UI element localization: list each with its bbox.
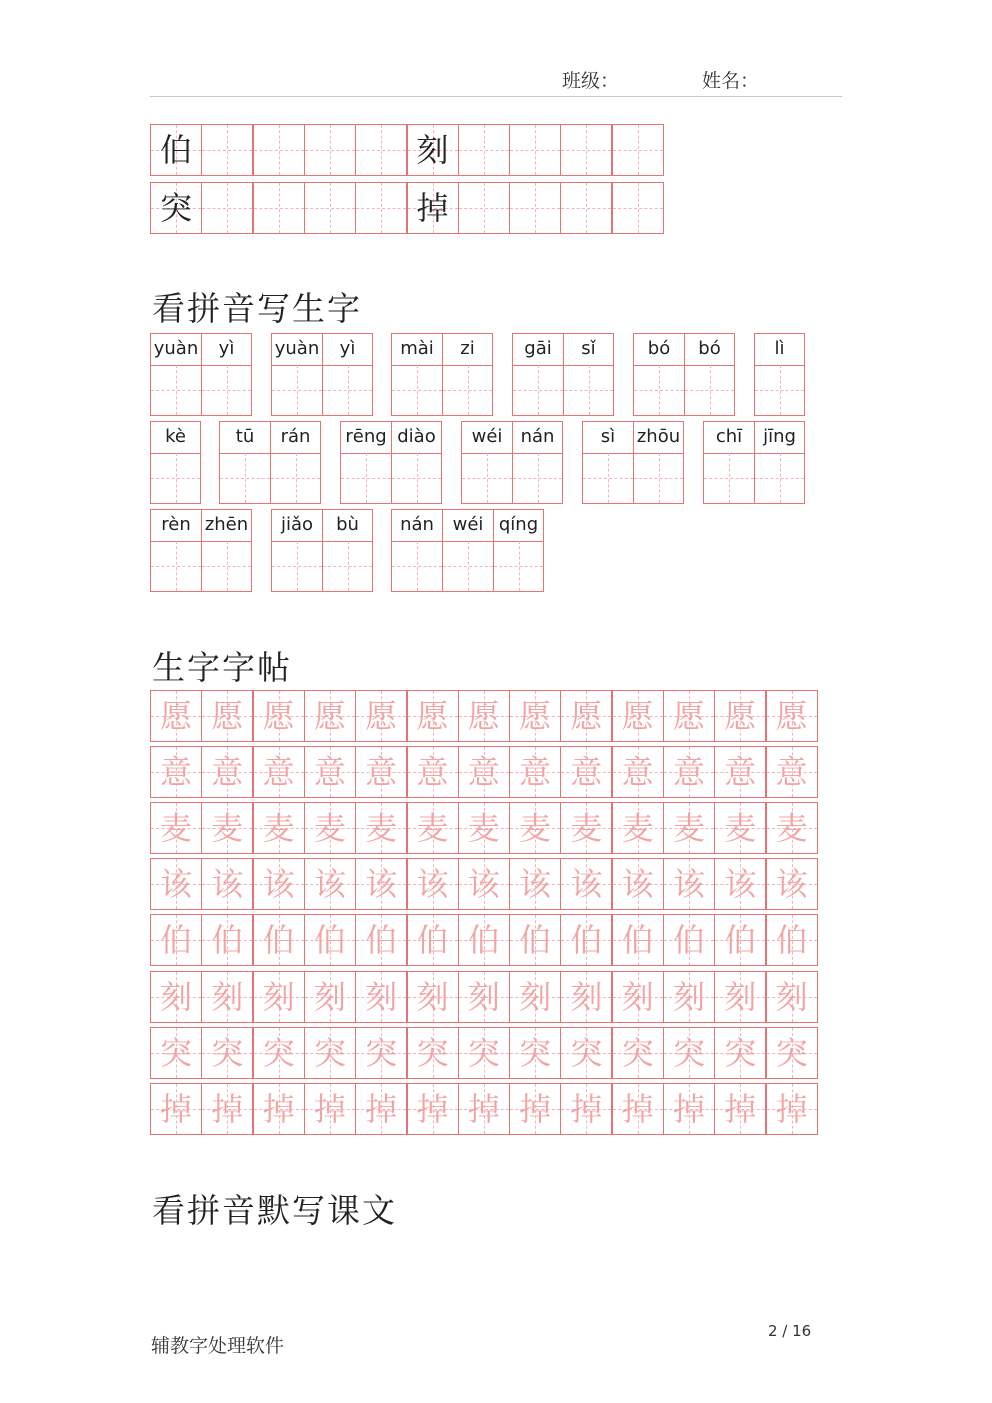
pinyin-cell — [703, 421, 754, 504]
writing-cell — [355, 690, 407, 742]
pinyin-syllable: diào — [397, 426, 436, 447]
pinyin-syllable: bó — [647, 338, 671, 359]
writing-cell — [407, 971, 459, 1023]
model-character: 掉 — [416, 189, 449, 227]
writing-cell — [560, 1027, 612, 1079]
dictation-section-title: 看拼音默写课文 — [152, 1191, 397, 1230]
pinyin-syllable: tū — [235, 426, 255, 447]
trace-character: 突 — [159, 1033, 192, 1072]
pinyin-syllable: wéi — [452, 514, 484, 535]
pinyin-syllable: kè — [165, 426, 186, 447]
writing-cell — [253, 124, 305, 176]
writing-cell — [458, 124, 510, 176]
writing-cell — [612, 746, 664, 798]
writing-cell — [663, 1027, 715, 1079]
trace-character: 伯 — [262, 921, 295, 960]
writing-cell — [560, 802, 612, 854]
trace-character: 伯 — [724, 921, 757, 960]
trace-character: 愿 — [159, 697, 192, 735]
writing-cell — [407, 858, 459, 910]
pinyin-syllable: bó — [698, 338, 721, 359]
trace-character: 突 — [365, 1033, 398, 1072]
trace-character: 麦 — [621, 809, 654, 848]
writing-cell — [150, 1083, 202, 1135]
trace-character: 刻 — [416, 977, 449, 1016]
trace-character: 掉 — [672, 1089, 705, 1128]
writing-cell — [304, 802, 356, 854]
pinyin-syllable: jīng — [763, 426, 796, 447]
pinyin-cell — [391, 333, 442, 416]
writing-cell — [714, 1027, 766, 1079]
pinyin-syllable: yì — [339, 338, 356, 359]
trace-character: 意 — [672, 753, 705, 792]
trace-character: 愿 — [313, 697, 346, 735]
trace-character: 麦 — [262, 809, 295, 848]
writing-cell — [407, 1083, 459, 1135]
trace-character: 伯 — [365, 921, 398, 960]
trace-character: 伯 — [313, 921, 346, 960]
trace-character: 刻 — [365, 977, 398, 1016]
writing-cell — [509, 1027, 561, 1079]
pinyin-cell — [754, 333, 805, 416]
writing-cell — [201, 914, 253, 966]
trace-character: 麦 — [724, 809, 757, 848]
writing-cell — [509, 971, 561, 1023]
writing-cell — [253, 182, 305, 234]
trace-character: 掉 — [570, 1089, 603, 1128]
trace-character: 麦 — [519, 809, 552, 848]
pinyin-cell — [512, 333, 563, 416]
writing-cell — [458, 746, 510, 798]
writing-cell — [766, 914, 818, 966]
pinyin-cell — [684, 333, 735, 416]
writing-cell — [253, 746, 305, 798]
trace-character: 麦 — [313, 809, 346, 848]
writing-cell — [509, 802, 561, 854]
trace-character: 愿 — [416, 697, 449, 735]
trace-character: 意 — [570, 753, 603, 792]
trace-character: 该 — [672, 865, 705, 904]
writing-cell — [201, 858, 253, 910]
pinyin-cell — [271, 509, 322, 592]
trace-character: 愿 — [724, 697, 757, 735]
trace-character: 突 — [416, 1033, 449, 1072]
trace-character: 愿 — [467, 697, 500, 735]
writing-cell — [355, 1083, 407, 1135]
pinyin-cell — [201, 509, 252, 592]
trace-character: 愿 — [775, 697, 808, 735]
writing-cell — [612, 1083, 664, 1135]
writing-cell — [560, 858, 612, 910]
pinyin-cell — [442, 509, 493, 592]
writing-cell — [407, 124, 459, 176]
writing-cell — [766, 971, 818, 1023]
writing-cell — [201, 124, 253, 176]
pinyin-syllable: yuàn — [153, 338, 199, 359]
pinyin-syllable: rèn — [161, 514, 191, 535]
writing-cell — [714, 858, 766, 910]
writing-cell — [663, 690, 715, 742]
pinyin-syllable: lì — [774, 338, 785, 359]
writing-cell — [612, 802, 664, 854]
writing-cell — [355, 802, 407, 854]
writing-cell — [560, 914, 612, 966]
writing-cell — [766, 858, 818, 910]
trace-character: 伯 — [159, 921, 192, 960]
writing-cell — [663, 746, 715, 798]
writing-cell — [150, 1027, 202, 1079]
pinyin-cell — [340, 421, 391, 504]
writing-cell — [355, 1027, 407, 1079]
writing-cell — [612, 124, 664, 176]
writing-cell — [560, 971, 612, 1023]
trace-character: 突 — [570, 1033, 603, 1072]
model-character: 伯 — [159, 131, 192, 169]
pinyin-cell — [563, 333, 614, 416]
writing-cell — [612, 182, 664, 234]
trace-character: 伯 — [211, 921, 244, 960]
trace-character: 伯 — [416, 921, 449, 960]
pinyin-cell — [582, 421, 633, 504]
writing-cell — [407, 1027, 459, 1079]
writing-cell — [304, 182, 356, 234]
page-number: 2 / 16 — [768, 1322, 812, 1340]
writing-cell — [253, 690, 305, 742]
pinyin-syllable: yì — [218, 338, 235, 359]
trace-character: 麦 — [672, 809, 705, 848]
trace-character: 麦 — [365, 809, 398, 848]
footer-software: 辅教字处理软件 — [151, 1335, 285, 1357]
trace-character: 伯 — [672, 921, 705, 960]
writing-cell — [201, 746, 253, 798]
trace-character: 意 — [365, 753, 398, 792]
pinyin-cell — [391, 421, 442, 504]
writing-cell — [509, 914, 561, 966]
trace-character: 突 — [519, 1033, 552, 1072]
writing-cell — [766, 1083, 818, 1135]
trace-character: 该 — [416, 865, 449, 904]
writing-cell — [663, 802, 715, 854]
writing-cell — [253, 1027, 305, 1079]
trace-character: 突 — [724, 1033, 757, 1072]
trace-character: 突 — [211, 1033, 244, 1072]
writing-cell — [304, 1027, 356, 1079]
writing-cell — [458, 971, 510, 1023]
writing-cell — [407, 802, 459, 854]
trace-character: 意 — [519, 753, 552, 792]
trace-character: 掉 — [467, 1089, 500, 1128]
writing-cell — [253, 802, 305, 854]
writing-cell — [612, 971, 664, 1023]
trace-character: 麦 — [159, 809, 192, 848]
trace-character: 刻 — [519, 977, 552, 1016]
writing-cell — [304, 971, 356, 1023]
trace-character: 意 — [313, 753, 346, 792]
pinyin-cell — [493, 509, 544, 592]
writing-cell — [253, 914, 305, 966]
pinyin-cell — [461, 421, 512, 504]
trace-character: 愿 — [621, 697, 654, 735]
writing-cell — [612, 1027, 664, 1079]
writing-cell — [304, 858, 356, 910]
trace-character: 刻 — [621, 977, 654, 1016]
pinyin-syllable: sǐ — [581, 338, 596, 359]
pinyin-syllable: zhēn — [204, 514, 249, 535]
writing-cell — [150, 690, 202, 742]
writing-cell — [509, 124, 561, 176]
writing-cell — [304, 1083, 356, 1135]
writing-cell — [407, 746, 459, 798]
writing-cell — [355, 746, 407, 798]
writing-cell — [560, 182, 612, 234]
pinyin-section-title: 看拼音写生字 — [152, 289, 362, 328]
writing-cell — [714, 802, 766, 854]
writing-cell — [509, 858, 561, 910]
trace-character: 该 — [519, 865, 552, 904]
trace-character: 意 — [416, 753, 449, 792]
trace-character: 意 — [775, 753, 808, 792]
trace-character: 该 — [621, 865, 654, 904]
writing-cell — [201, 971, 253, 1023]
trace-character: 刻 — [467, 977, 500, 1016]
trace-character: 该 — [262, 865, 295, 904]
trace-character: 突 — [262, 1033, 295, 1072]
trace-character: 该 — [159, 865, 192, 904]
trace-character: 刻 — [570, 977, 603, 1016]
pinyin-cell — [391, 509, 442, 592]
trace-character: 该 — [570, 865, 603, 904]
pinyin-syllable: bù — [336, 514, 359, 535]
trace-character: 刻 — [211, 977, 244, 1016]
trace-character: 意 — [262, 753, 295, 792]
writing-cell — [612, 858, 664, 910]
writing-cell — [253, 858, 305, 910]
trace-character: 愿 — [672, 697, 705, 735]
trace-character: 突 — [313, 1033, 346, 1072]
trace-character: 该 — [313, 865, 346, 904]
writing-cell — [458, 858, 510, 910]
pinyin-cell — [270, 421, 321, 504]
pinyin-cell — [754, 421, 805, 504]
trace-character: 突 — [775, 1033, 808, 1072]
trace-character: 该 — [365, 865, 398, 904]
writing-cell — [714, 971, 766, 1023]
trace-character: 突 — [621, 1033, 654, 1072]
trace-character: 刻 — [262, 977, 295, 1016]
pinyin-cell — [512, 421, 563, 504]
writing-cell — [201, 690, 253, 742]
trace-character: 愿 — [519, 697, 552, 735]
writing-cell — [355, 914, 407, 966]
writing-cell — [663, 858, 715, 910]
pinyin-syllable: yuàn — [274, 338, 320, 359]
writing-cell — [150, 746, 202, 798]
trace-character: 掉 — [724, 1089, 757, 1128]
pinyin-cell — [219, 421, 270, 504]
pinyin-syllable: jiǎo — [280, 514, 314, 535]
trace-character: 掉 — [313, 1089, 346, 1128]
pinyin-syllable: wéi — [471, 426, 503, 447]
pinyin-cell — [633, 333, 684, 416]
trace-character: 掉 — [211, 1089, 244, 1128]
header-divider — [150, 96, 842, 97]
trace-character: 掉 — [365, 1089, 398, 1128]
trace-character: 刻 — [724, 977, 757, 1016]
writing-cell — [560, 124, 612, 176]
writing-cell — [304, 914, 356, 966]
writing-cell — [458, 690, 510, 742]
trace-character: 意 — [159, 753, 192, 792]
trace-character: 掉 — [621, 1089, 654, 1128]
writing-cell — [355, 124, 407, 176]
writing-cell — [766, 802, 818, 854]
trace-character: 该 — [211, 865, 244, 904]
trace-character: 该 — [724, 865, 757, 904]
writing-cell — [766, 746, 818, 798]
writing-cell — [560, 746, 612, 798]
writing-cell — [150, 182, 202, 234]
trace-character: 麦 — [570, 809, 603, 848]
pinyin-syllable: nán — [400, 514, 434, 535]
writing-cell — [714, 690, 766, 742]
trace-character: 掉 — [519, 1089, 552, 1128]
writing-cell — [458, 802, 510, 854]
writing-cell — [407, 182, 459, 234]
pinyin-syllable: rán — [280, 426, 311, 447]
name-label: 姓名： — [702, 70, 760, 92]
writing-cell — [201, 182, 253, 234]
writing-cell — [509, 746, 561, 798]
pinyin-cell — [322, 333, 373, 416]
pinyin-cell — [442, 333, 493, 416]
trace-character: 突 — [467, 1033, 500, 1072]
writing-cell — [201, 1083, 253, 1135]
writing-cell — [150, 914, 202, 966]
trace-character: 愿 — [211, 697, 244, 735]
trace-character: 刻 — [672, 977, 705, 1016]
trace-character: 掉 — [416, 1089, 449, 1128]
writing-cell — [560, 1083, 612, 1135]
trace-character: 伯 — [621, 921, 654, 960]
writing-cell — [458, 914, 510, 966]
writing-cell — [458, 1083, 510, 1135]
writing-cell — [150, 124, 202, 176]
trace-character: 掉 — [159, 1089, 192, 1128]
trace-character: 意 — [211, 753, 244, 792]
trace-character: 突 — [672, 1033, 705, 1072]
trace-character: 伯 — [570, 921, 603, 960]
writing-cell — [201, 1027, 253, 1079]
writing-cell — [201, 802, 253, 854]
trace-character: 麦 — [467, 809, 500, 848]
copybook-section-title: 生字字帖 — [152, 648, 292, 687]
class-label: 班级： — [562, 70, 620, 92]
trace-character: 掉 — [775, 1089, 808, 1128]
writing-cell — [509, 1083, 561, 1135]
writing-cell — [663, 1083, 715, 1135]
writing-cell — [407, 914, 459, 966]
pinyin-syllable: nán — [520, 426, 555, 447]
trace-character: 该 — [775, 865, 808, 904]
trace-character: 伯 — [467, 921, 500, 960]
trace-character: 该 — [467, 865, 500, 904]
writing-cell — [355, 971, 407, 1023]
writing-cell — [304, 124, 356, 176]
pinyin-syllable: zhōu — [636, 426, 681, 447]
trace-character: 刻 — [313, 977, 346, 1016]
writing-cell — [663, 914, 715, 966]
writing-cell — [304, 690, 356, 742]
writing-cell — [150, 802, 202, 854]
writing-cell — [458, 1027, 510, 1079]
writing-cell — [714, 914, 766, 966]
writing-cell — [612, 690, 664, 742]
writing-cell — [150, 858, 202, 910]
trace-character: 掉 — [262, 1089, 295, 1128]
pinyin-cell — [271, 333, 322, 416]
pinyin-cell — [322, 509, 373, 592]
pinyin-cell — [150, 421, 201, 504]
pinyin-cell — [633, 421, 684, 504]
pinyin-syllable: gāi — [524, 338, 552, 359]
writing-cell — [304, 746, 356, 798]
trace-character: 麦 — [211, 809, 244, 848]
writing-cell — [766, 1027, 818, 1079]
writing-cell — [663, 971, 715, 1023]
pinyin-syllable: rēng — [345, 426, 387, 447]
writing-cell — [509, 182, 561, 234]
trace-character: 愿 — [365, 697, 398, 735]
trace-character: 刻 — [775, 977, 808, 1016]
writing-cell — [714, 1083, 766, 1135]
pinyin-syllable: zi — [460, 338, 475, 359]
writing-cell — [766, 690, 818, 742]
trace-character: 意 — [724, 753, 757, 792]
writing-cell — [458, 182, 510, 234]
writing-cell — [612, 914, 664, 966]
writing-cell — [560, 690, 612, 742]
writing-cell — [150, 971, 202, 1023]
writing-cell — [253, 1083, 305, 1135]
model-character: 突 — [159, 189, 192, 227]
trace-character: 麦 — [775, 809, 808, 848]
writing-cell — [714, 746, 766, 798]
trace-character: 刻 — [159, 977, 192, 1016]
trace-character: 麦 — [416, 809, 449, 848]
writing-cell — [407, 690, 459, 742]
trace-character: 愿 — [262, 697, 295, 735]
trace-character: 伯 — [519, 921, 552, 960]
pinyin-cell — [201, 333, 252, 416]
trace-character: 意 — [621, 753, 654, 792]
pinyin-syllable: sì — [600, 426, 616, 447]
writing-cell — [253, 971, 305, 1023]
pinyin-cell — [150, 509, 201, 592]
writing-cell — [509, 690, 561, 742]
writing-cell — [355, 182, 407, 234]
writing-cell — [355, 858, 407, 910]
trace-character: 愿 — [570, 697, 603, 735]
pinyin-syllable: mài — [400, 338, 434, 359]
pinyin-syllable: chī — [715, 426, 743, 447]
pinyin-cell — [150, 333, 201, 416]
trace-character: 伯 — [775, 921, 808, 960]
trace-character: 意 — [467, 753, 500, 792]
model-character: 刻 — [416, 131, 449, 169]
pinyin-syllable: qíng — [498, 514, 539, 535]
